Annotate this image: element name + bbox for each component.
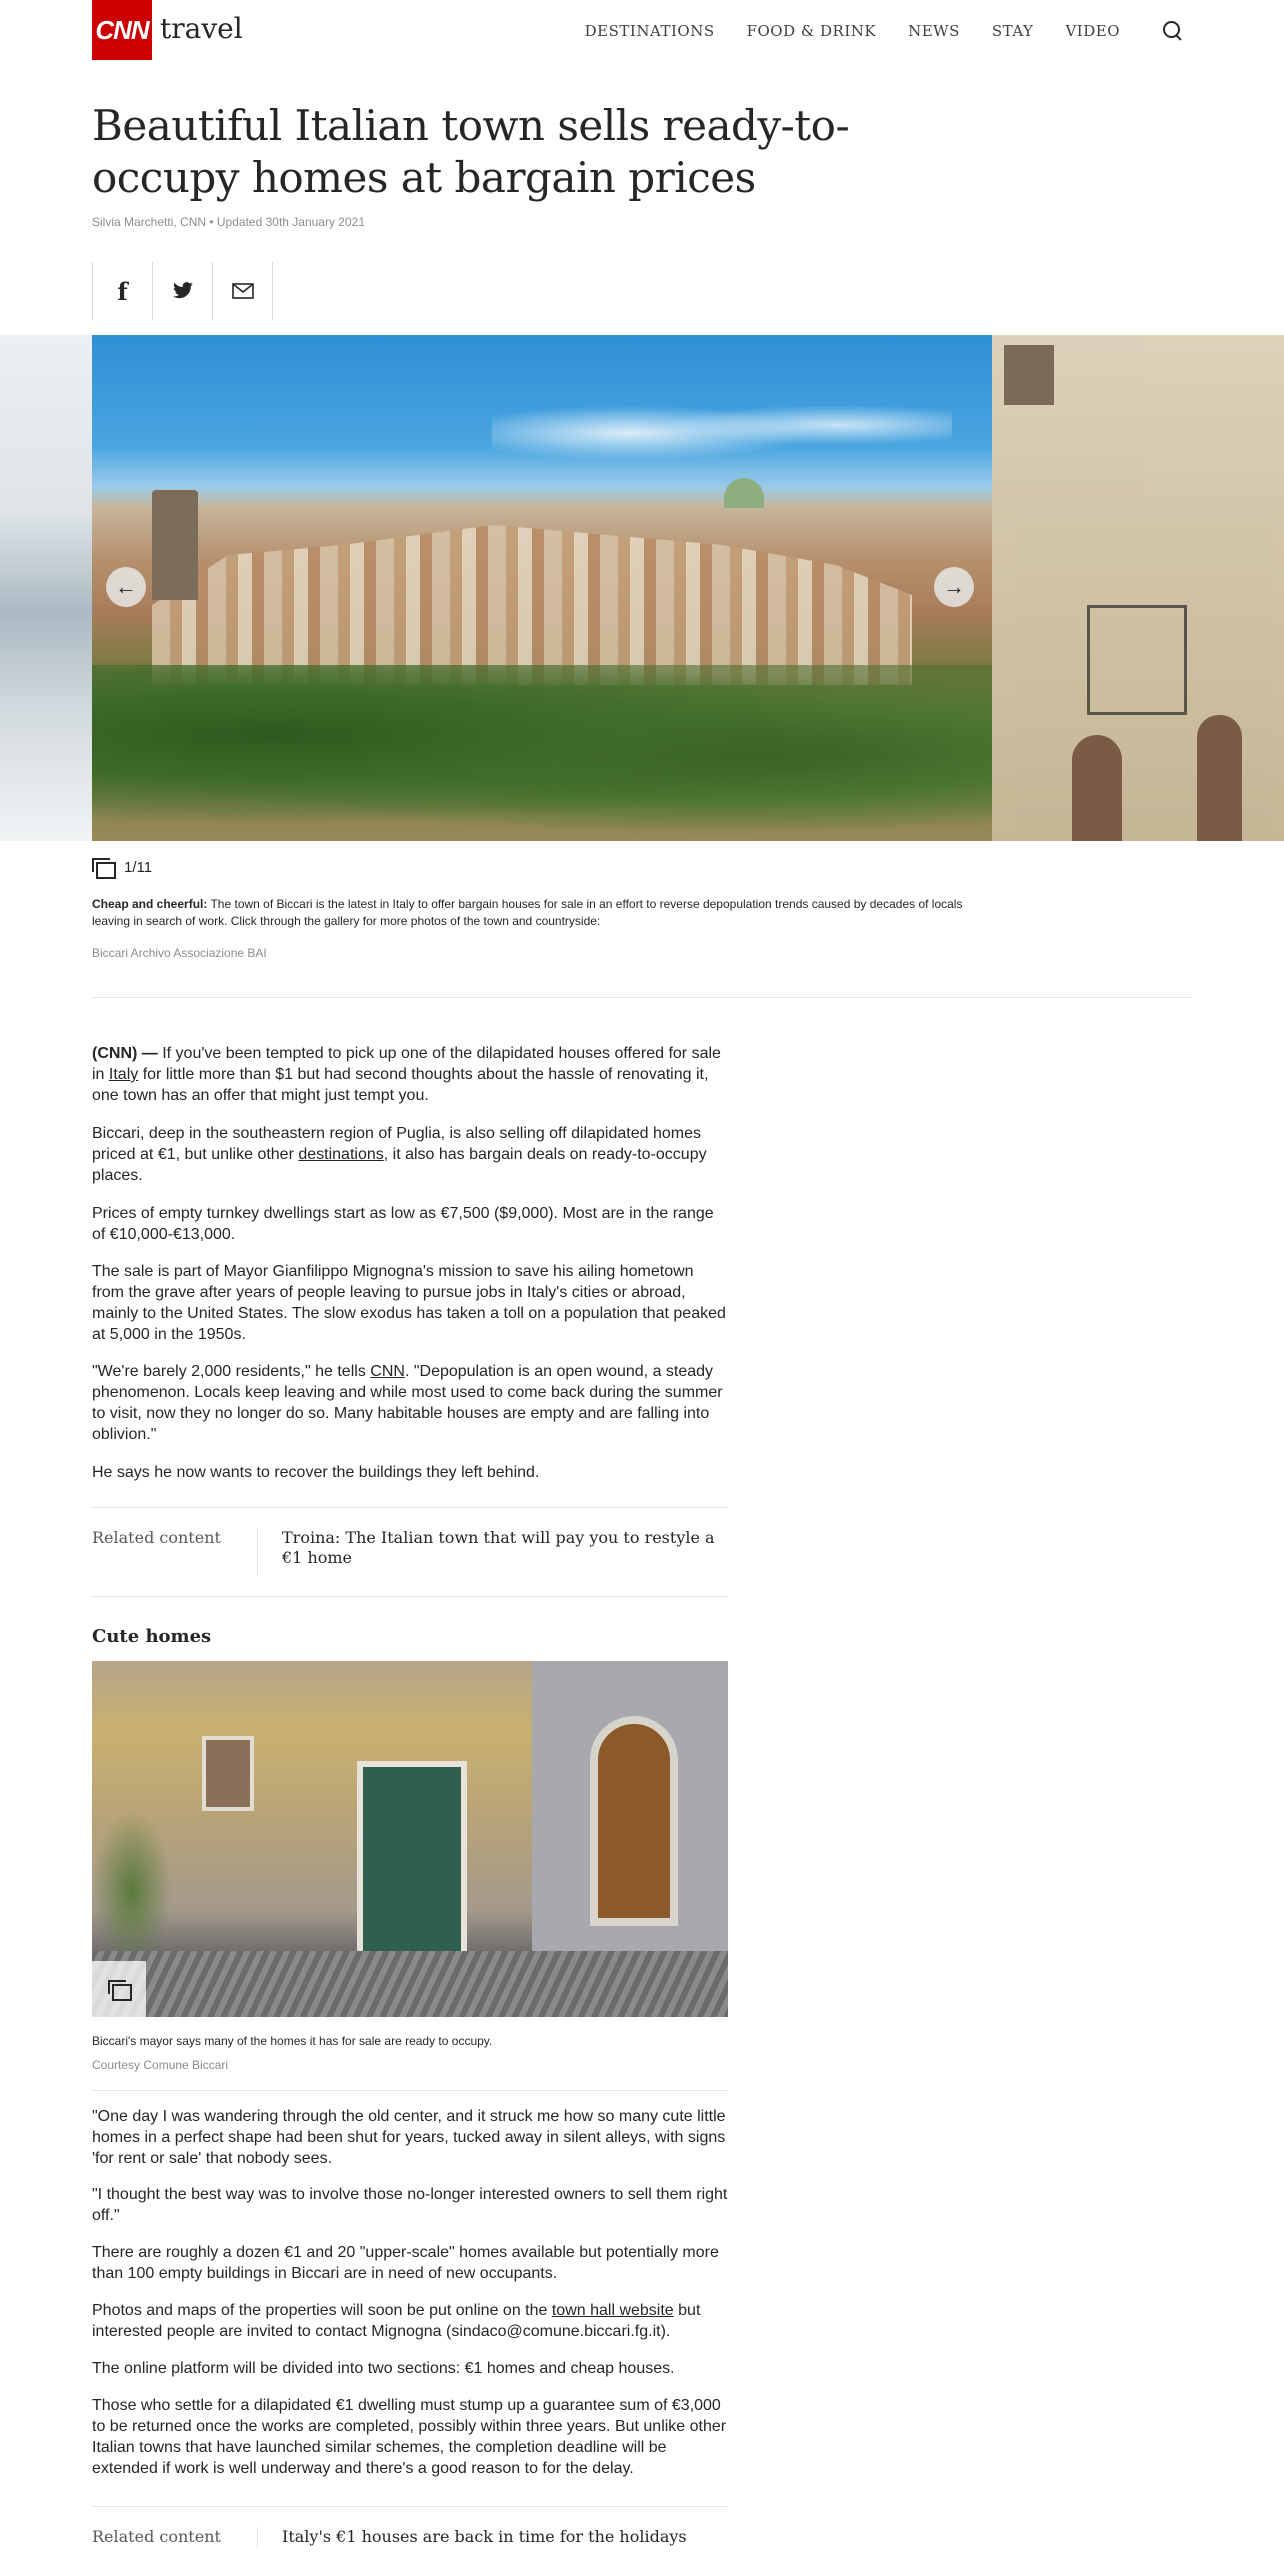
divider bbox=[92, 997, 1192, 998]
link-cnn[interactable]: CNN bbox=[370, 1363, 405, 1380]
gallery-counter-text: 1/11 bbox=[124, 858, 153, 876]
paragraph-text: "We're barely 2,000 residents," he tells bbox=[92, 1363, 371, 1380]
caption-text: The town of Biccari is the latest in Italy to offer bargain houses for sale in an effort to reverse depopulation trends caused by decades of locals leaving in search of work. Click through the gallery for more photos of the town and countryside: bbox=[92, 897, 963, 928]
paragraph-text: If you've been tempted to pick up one of the dilapidated houses offered for sale in bbox=[92, 1045, 721, 1083]
paragraph bbox=[92, 1361, 728, 1445]
article-byline: Silvia Marchetti, CNN • Updated 30th January 2021 bbox=[92, 215, 366, 229]
share-bar bbox=[92, 262, 273, 320]
dateline: (CNN) — bbox=[92, 1045, 163, 1062]
image-plant bbox=[92, 1811, 172, 1971]
paragraph bbox=[92, 1043, 728, 1106]
paragraph-text: , it also has bargain deals on ready-to-occupy places. bbox=[92, 1146, 707, 1184]
image-window bbox=[202, 1736, 254, 1811]
arrow-left-icon: ← bbox=[115, 574, 137, 599]
gallery-next-button[interactable] bbox=[934, 567, 974, 607]
image-town bbox=[152, 485, 912, 685]
photo-gallery[interactable] bbox=[0, 335, 1284, 841]
related-content bbox=[92, 2506, 728, 2568]
link-italy[interactable]: Italy bbox=[108, 1066, 139, 1083]
image-street bbox=[92, 1951, 728, 2017]
nav-news[interactable]: NEWS bbox=[908, 22, 960, 40]
paragraph: Those who settle for a dilapidated €1 dwelling must stump up a guarantee sum of €3,000 to be returned once the works are completed, possibly within three years. But unlike other Italian towns that have launched similar schemes, the completion deadline will be extended if work is well underway and there's a good reason to for the delay. bbox=[92, 2397, 727, 2477]
paragraph bbox=[92, 1123, 728, 1186]
image-window bbox=[1004, 345, 1054, 405]
paragraph-text: Biccari, deep in the southeastern region of Puglia, is also selling off dilapidated homes priced at €1, but unlike other bbox=[92, 1125, 701, 1163]
gallery-main-image bbox=[92, 335, 992, 841]
open-gallery-button[interactable] bbox=[92, 1961, 146, 2017]
caption-lead: Cheap and cheerful: bbox=[92, 897, 208, 911]
email-icon bbox=[232, 283, 254, 299]
paragraph bbox=[92, 2300, 728, 2342]
paragraph: He says he now wants to recover the buildings they left behind. bbox=[92, 1464, 540, 1481]
link-town-hall-website[interactable]: town hall website bbox=[551, 2302, 674, 2319]
image-door bbox=[1072, 735, 1122, 841]
related-content-link[interactable]: Italy's €1 houses are back in time for the holidays bbox=[282, 2527, 687, 2546]
article-photo[interactable] bbox=[92, 1661, 728, 2017]
paragraph: The online platform will be divided into two sections: €1 homes and cheap houses. bbox=[92, 2360, 675, 2377]
link-destinations[interactable]: destinations bbox=[298, 1146, 384, 1163]
image-tower bbox=[152, 490, 198, 600]
image-trees bbox=[92, 665, 992, 841]
brand-travel[interactable]: travel bbox=[160, 12, 243, 45]
section-title: Cute homes bbox=[92, 1626, 212, 1647]
nav-video[interactable]: VIDEO bbox=[1065, 22, 1120, 40]
twitter-share-button[interactable] bbox=[153, 262, 213, 320]
gallery-next-image-peek[interactable] bbox=[992, 335, 1284, 841]
photo-caption: Biccari's mayor says many of the homes it has for sale are ready to occupy. bbox=[92, 2034, 493, 2048]
paragraph: "One day I was wandering through the old center, and it struck me how so many cute little homes in a perfect shape had been shut for years, tucked away in silent alleys, with signs 'for rent or sale' that nobody sees. bbox=[92, 2108, 726, 2167]
paragraph: There are roughly a dozen €1 and 20 "upper-scale" homes available but potentially more than 100 empty buildings in Biccari are in need of new occupants. bbox=[92, 2244, 719, 2282]
nav-destinations[interactable]: DESTINATIONS bbox=[584, 22, 715, 40]
article-headline: Beautiful Italian town sells ready-to-occupy homes at bargain prices bbox=[92, 101, 850, 202]
paragraph-text: for little more than $1 but had second thoughts about the hassle of renovating it, one town has an offer that might just tempt you. bbox=[92, 1066, 709, 1104]
arrow-right-icon: → bbox=[943, 574, 965, 599]
gallery-icon bbox=[108, 1980, 130, 1998]
image-clouds bbox=[492, 385, 952, 465]
photo-credit: Courtesy Comune Biccari bbox=[92, 2058, 229, 2072]
image-wood-door bbox=[590, 1716, 678, 1926]
gallery-prev-button[interactable] bbox=[106, 567, 146, 607]
nav-food-drink[interactable]: FOOD & DRINK bbox=[746, 22, 877, 40]
site-header bbox=[0, 0, 1284, 60]
gallery-caption bbox=[92, 896, 992, 930]
paragraph: The sale is part of Mayor Gianfilippo Mignogna's mission to save his ailing hometown from the grave after years of people leaving to pursue jobs in Italy's cities or abroad, mainly to the United States. The slow exodus has taken a toll on a population that peaked at 5,000 in the 1950s. bbox=[92, 1263, 726, 1343]
main-nav bbox=[585, 20, 1184, 42]
gallery-counter bbox=[92, 858, 152, 876]
image-balcony bbox=[1087, 605, 1187, 715]
gallery-credit: Biccari Archivo Associazione BAI bbox=[92, 946, 267, 960]
twitter-icon bbox=[172, 282, 194, 300]
related-content bbox=[92, 1507, 728, 1597]
gallery-icon bbox=[92, 858, 114, 876]
email-share-button[interactable] bbox=[213, 262, 273, 320]
related-content-label: Related content bbox=[92, 2527, 221, 2546]
gallery-prev-image-peek[interactable] bbox=[0, 335, 92, 841]
divider bbox=[92, 2090, 728, 2091]
nav-stay[interactable]: STAY bbox=[991, 22, 1034, 40]
paragraph-text: Photos and maps of the properties will soon be put online on the bbox=[92, 2302, 552, 2319]
facebook-icon: f bbox=[117, 276, 128, 306]
facebook-share-button[interactable] bbox=[93, 262, 153, 320]
paragraph: "I thought the best way was to involve those no-longer interested owners to sell them right off." bbox=[92, 2186, 728, 2224]
paragraph-text: . "Depopulation is an open wound, a steady phenomenon. Locals keep leaving and while most used to come back during the summer to visit, now they no longer do so. Many habitable houses are empty and are falling into oblivion." bbox=[92, 1363, 723, 1443]
paragraph-text: but interested people are invited to contact Mignogna (sindaco@comune.biccari.fg.it). bbox=[92, 2302, 701, 2340]
image-door bbox=[1197, 715, 1242, 841]
related-content-link[interactable]: Troina: The Italian town that will pay you to restyle a €1 home bbox=[282, 1528, 715, 1567]
cnn-logo[interactable]: CNN bbox=[92, 0, 152, 60]
paragraph: Prices of empty turnkey dwellings start as low as €7,500 ($9,000). Most are in the range of €10,000-€13,000. bbox=[92, 1205, 714, 1243]
image-dome bbox=[724, 478, 764, 508]
image-green-door bbox=[357, 1761, 467, 1961]
search-icon[interactable] bbox=[1162, 20, 1184, 42]
related-content-label: Related content bbox=[92, 1528, 221, 1547]
